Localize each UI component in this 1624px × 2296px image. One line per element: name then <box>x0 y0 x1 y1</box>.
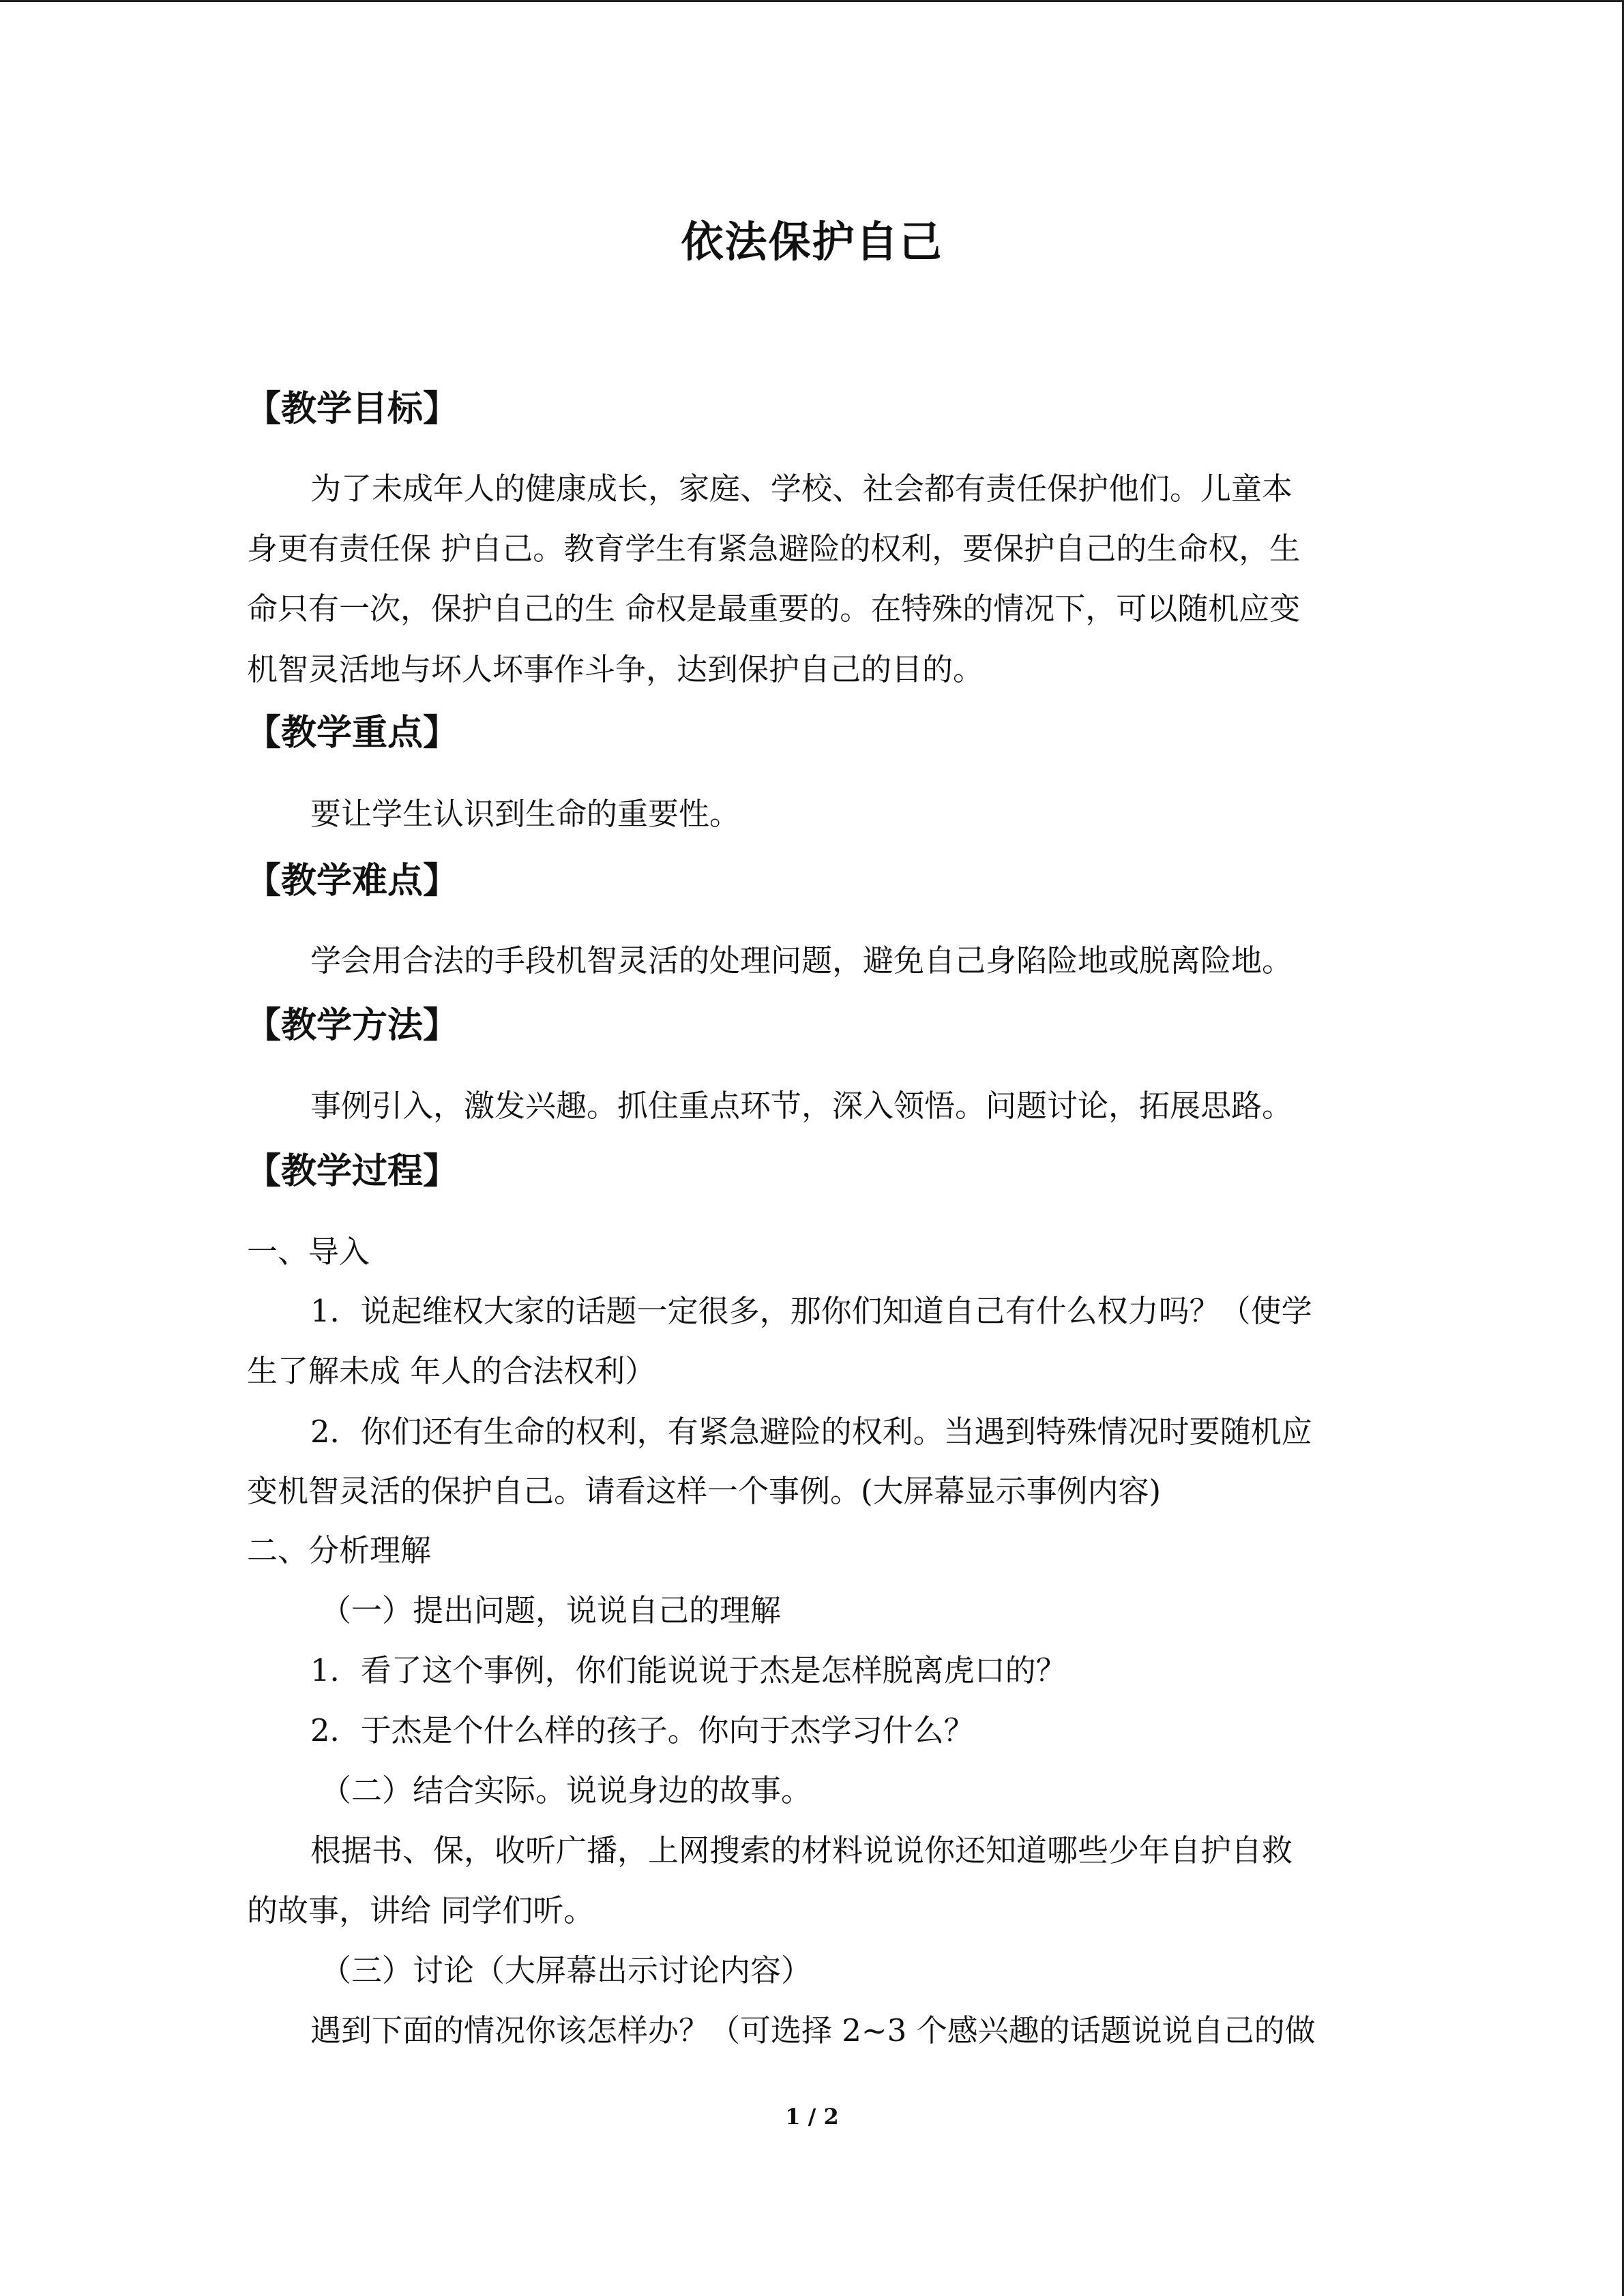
heading-objective: 【教学目标】 <box>246 389 459 430</box>
heading-method: 【教学方法】 <box>246 1005 459 1046</box>
process-line-14: 遇到下面的情况你该怎样办？（可选择 2~3 个感兴趣的话题说说自己的做 <box>310 2012 1316 2048</box>
process-line-11: 根据书、保，收听广播，上网搜索的材料说说你还知道哪些少年自护自救 <box>310 1832 1293 1868</box>
difficulty-line-1: 学会用合法的手段机智灵活的处理问题，避免自己身陷险地或脱离险地。 <box>310 942 1293 979</box>
heading-key-point: 【教学重点】 <box>246 713 459 754</box>
process-line-9: 2．于杰是个什么样的孩子。你向于杰学习什么？ <box>310 1712 975 1748</box>
page-border-top <box>0 0 1624 2</box>
method-line-1: 事例引入，激发兴趣。抓住重点环节，深入领悟。问题讨论，拓展思路。 <box>310 1088 1293 1124</box>
process-line-5: 变机智灵活的保护自己。请看这样一个事例。(大屏幕显示事例内容) <box>247 1473 1162 1509</box>
objective-line-3: 命只有一次，保护自己的生 命权是最重要的。在特殊的情况下，可以随机应变 <box>247 591 1301 627</box>
process-line-7: （一）提出问题，说说自己的理解 <box>321 1592 782 1628</box>
document-title: 依法保护自己 <box>681 217 943 267</box>
process-line-4: 2．你们还有生命的权利，有紧急避险的权利。当遇到特殊情况时要随机应 <box>310 1414 1312 1450</box>
page-indicator: 1 / 2 <box>785 2104 839 2130</box>
process-line-12: 的故事，讲给 同学们听。 <box>247 1892 595 1928</box>
process-line-3: 生了解未成 年人的合法权利） <box>247 1353 656 1389</box>
heading-process: 【教学过程】 <box>246 1151 459 1192</box>
heading-difficulty: 【教学难点】 <box>246 861 459 901</box>
process-line-8: 1．看了这个事例，你们能说说于杰是怎样脱离虎口的？ <box>310 1652 1067 1688</box>
process-line-1: 一、导入 <box>247 1234 370 1270</box>
process-line-6: 二、分析理解 <box>247 1532 432 1568</box>
objective-line-1: 为了未成年人的健康成长，家庭、学校、社会都有责任保护他们。儿童本 <box>310 471 1293 507</box>
objective-line-2: 身更有责任保 护自己。教育学生有紧急避险的权利，要保护自己的生命权，生 <box>247 531 1301 567</box>
process-line-10: （二）结合实际。说说身边的故事。 <box>321 1772 812 1808</box>
process-line-13: （三）讨论（大屏幕出示讨论内容） <box>321 1952 812 1988</box>
key-point-line-1: 要让学生认识到生命的重要性。 <box>310 796 741 832</box>
process-line-2: 1．说起维权大家的话题一定很多，那你们知道自己有什么权力吗？（使学 <box>310 1293 1312 1329</box>
objective-line-4: 机智灵活地与坏人坏事作斗争，达到保护自己的目的。 <box>247 651 984 687</box>
